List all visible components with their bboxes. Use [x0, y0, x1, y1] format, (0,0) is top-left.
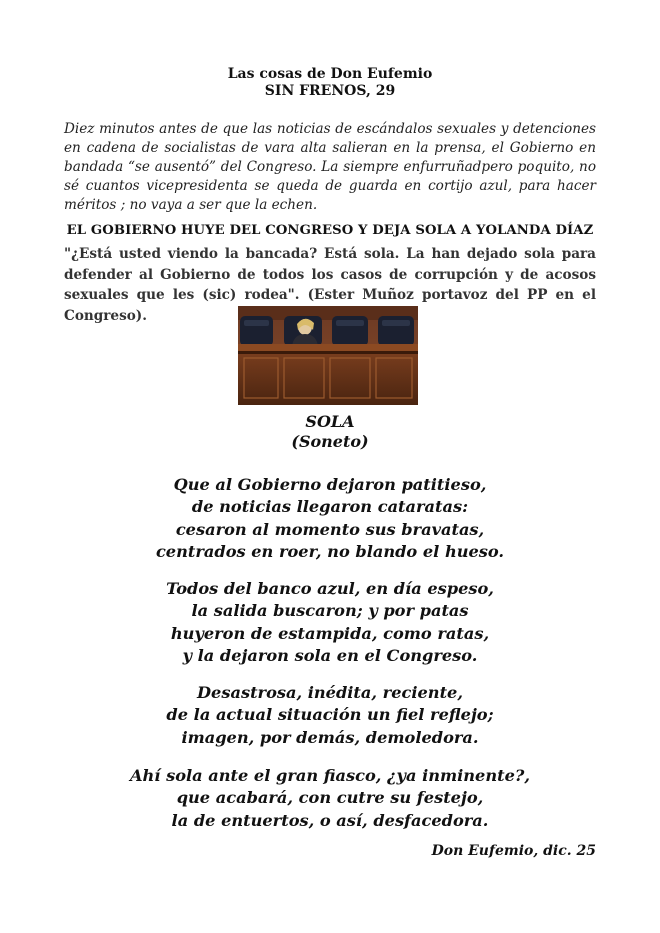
congress-photo	[238, 306, 418, 405]
poem-stanza-2	[0, 578, 660, 668]
poem-stanza-3	[0, 682, 660, 749]
poem-signature: Don Eufemio, dic. 25	[431, 843, 596, 859]
poem-line: la salida buscaron; y por patas	[191, 601, 469, 621]
poem-line: de la actual situación un fiel reflejo;	[166, 705, 494, 725]
poem-line: Que al Gobierno dejaron patitieso,	[173, 475, 487, 494]
intro-paragraph: Diez minutos antes de que las noticias de escándalos sexuales y detenciones en cadena de socialistas de vara alta salieran en la prensa, el Gobierno en bandada “se ausentó” del Congreso. La siempre enfurruñadpero poquito, no sé cuantos vicepresidenta se queda de guarda en cortijo azul, para hacer méritos ; no vaya a ser que la echen.	[64, 121, 596, 213]
poem-line: Todos del banco azul, en día espeso,	[166, 579, 494, 598]
congress-bench-illustration	[238, 306, 418, 405]
poem-line: y la dejaron sola en el Congreso.	[182, 646, 478, 666]
news-headline: EL GOBIERNO HUYE DEL CONGRESO Y DEJA SOLA A YOLANDA DÍAZ	[66, 223, 594, 238]
poem-line: Ahí sola ante el gran fiasco, ¿ya inminente?,	[129, 766, 531, 785]
poem-line: imagen, por demás, demoledora.	[181, 727, 479, 747]
poem-subtitle: (Soneto)	[291, 432, 369, 451]
poem-line: de noticias llegaron cataratas:	[191, 497, 469, 517]
poem-line: que acabará, con cutre su festejo,	[176, 788, 484, 808]
document-subtitle: SIN FRENOS, 29	[264, 83, 396, 99]
poem-line: huyeron de estampida, como ratas,	[170, 623, 490, 643]
document-title: Las cosas de Don Eufemio	[227, 66, 433, 82]
poem-line: cesaron al momento sus bravatas,	[175, 519, 485, 539]
poem-line: la de entuertos, o así, desfacedora.	[171, 810, 489, 830]
news-quote: "¿Está usted viendo la bancada? Está sola. La han dejado sola para defender al Gobierno de todos los casos de corrupción y de acosos sexuales que les (sic) rodea". (Ester Muñoz portavoz del PP en el Congreso).	[64, 246, 596, 324]
poem-line: Desastrosa, inédita, reciente,	[197, 683, 463, 702]
poem-stanza-4	[0, 765, 660, 832]
poem-title: SOLA	[305, 412, 355, 431]
poem-stanza-1	[0, 474, 660, 564]
poem-line: centrados en roer, no blando el hueso.	[155, 542, 505, 562]
